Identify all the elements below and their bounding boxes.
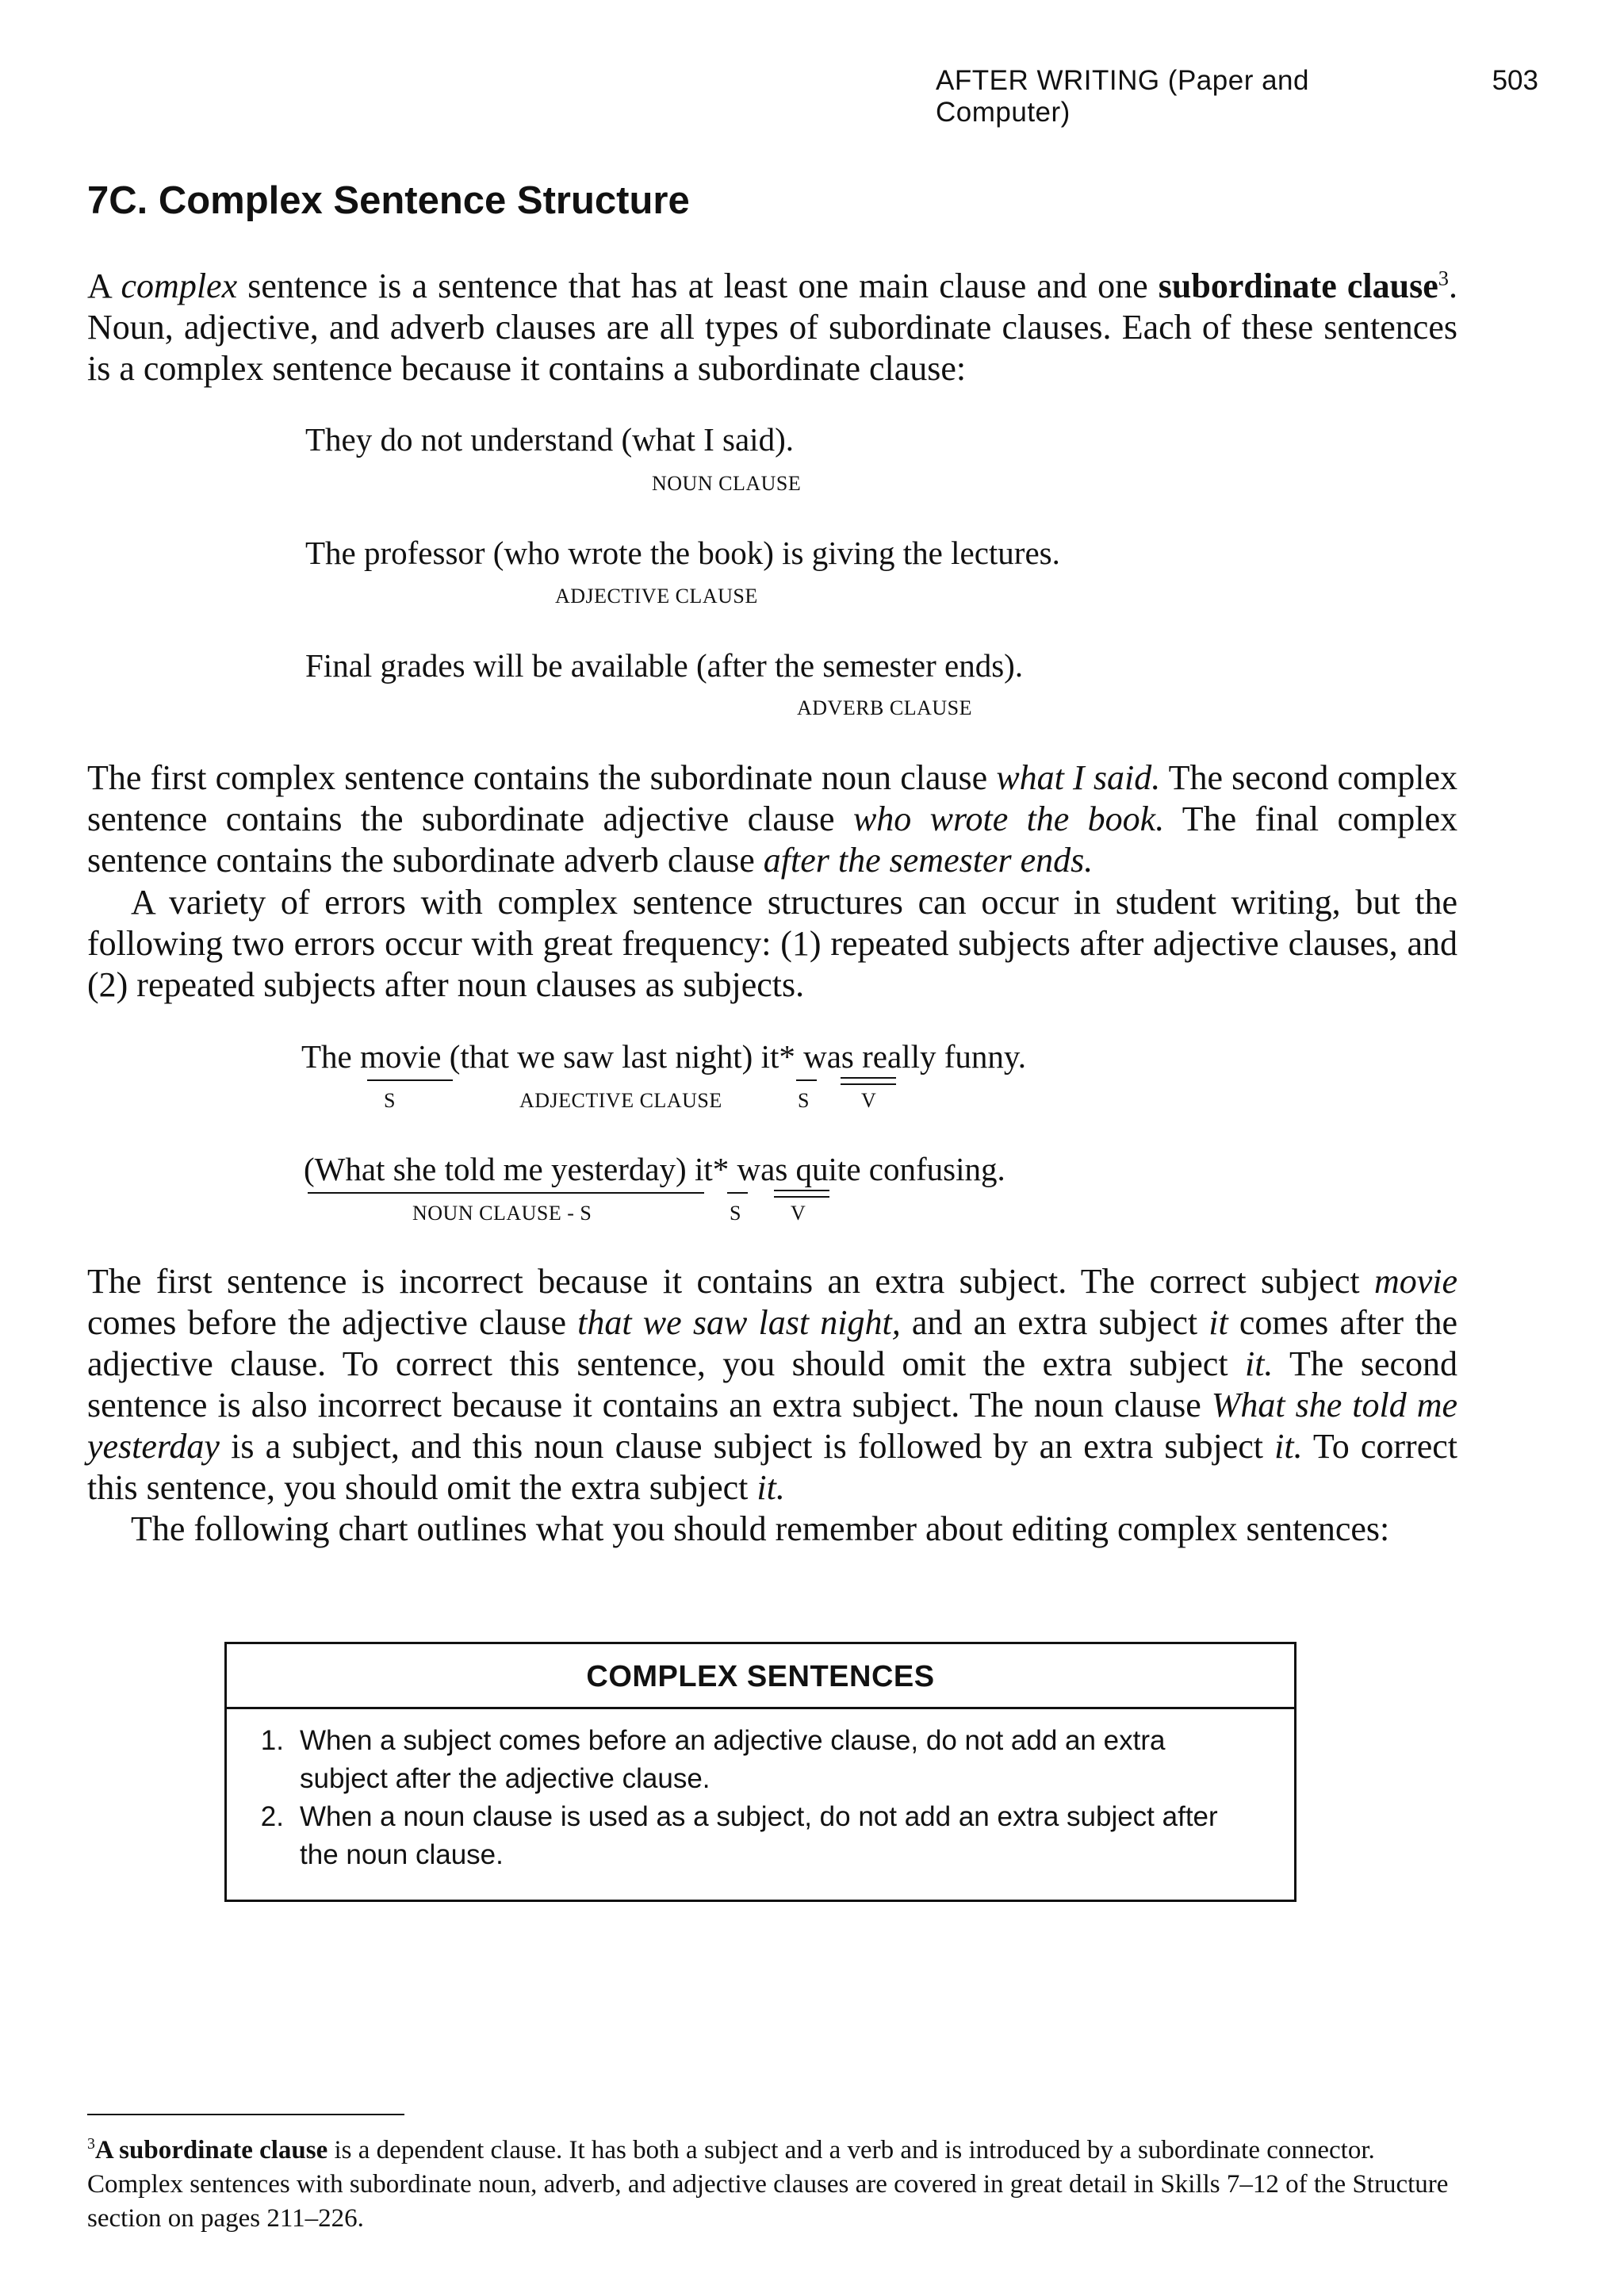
chart-rule-1-text: When a subject comes before an adjective clause, do not add an extra subject after the adjective clause. <box>300 1725 1166 1794</box>
chart-rule-1-number: 1. <box>260 1725 284 1756</box>
section-heading: 7C. Complex Sentence Structure <box>87 179 690 222</box>
e2-noun-clause: (What she told me yesterday) <box>304 1151 687 1187</box>
e1-the: The <box>301 1038 360 1075</box>
footnote-ref: 3 <box>1438 266 1449 290</box>
paragraph-errors-explained <box>87 1261 1457 1509</box>
intro-text-a: A <box>87 266 121 305</box>
intro-text-b: sentence is a sentence that has at least one main clause and one <box>237 266 1159 305</box>
example-adverb-clause: Final grades will be available (after the semester ends). <box>305 647 1024 684</box>
example-adjective-clause: The professor (who wrote the book) is giving the lectures. <box>305 535 1060 571</box>
e1-subject-movie: movie <box>360 1038 442 1075</box>
e2-tag-noun-clause-s: NOUN CLAUSE - S <box>412 1202 592 1225</box>
para2-text-b: The second complex sentence contains the subordinate adjective clause <box>87 758 1458 838</box>
running-head <box>936 65 1538 128</box>
intro-text-c: . Noun, adjective, and adverb clauses are all types of subordinate clauses. Each of these sentences is a complex sentence because it contains a subordinate clause: <box>87 266 1457 388</box>
e1-error-star: * <box>779 1038 795 1075</box>
underline-noun-clause <box>308 1192 704 1194</box>
e1-adjective-clause: (that we saw last night) <box>441 1038 761 1075</box>
paragraph-chart-intro: The following chart outlines what you should remember about editing complex sentences: <box>131 1509 1390 1548</box>
para4-f: is a subject, and this noun clause subject is followed by an extra subject <box>219 1427 1275 1466</box>
complex-sentences-chart <box>224 1642 1297 1902</box>
para4-i-clause: that we saw last night, <box>577 1303 901 1342</box>
e1-tag-v: V <box>861 1089 877 1112</box>
chart-title: COMPLEX SENTENCES <box>227 1644 1294 1709</box>
e2-extra-subject-it: it <box>694 1151 713 1187</box>
e1-tag-s: S <box>384 1089 396 1112</box>
e2-error-star: * <box>712 1151 730 1187</box>
footnote-term: A subordinate clause <box>94 2136 328 2164</box>
e2-tag-v: V <box>791 1202 806 1225</box>
footnote-text: is a dependent clause. It has both a subject and a verb and is introduced by a subordinate connector. Complex sentences with subordinate noun, adverb, and adjective clauses are covered in great detail in Skills 7–12 of the Structure section on pages 211–226. <box>87 2136 1449 2233</box>
para4-i-it-2: it. <box>1244 1344 1274 1383</box>
e1-verb-was: was <box>803 1038 854 1075</box>
chart-rule-2-text: When a noun clause is used as a subject, do not add an extra subject after the noun clause. <box>300 1801 1218 1870</box>
underline-movie <box>367 1079 453 1081</box>
footnote <box>87 2134 1457 2236</box>
intro-complex-term: complex <box>121 266 238 305</box>
tag-noun-clause: NOUN CLAUSE <box>652 472 802 495</box>
footnote-number: 3 <box>87 2135 95 2153</box>
para4-g: To correct this sentence, you should omit the extra subject <box>87 1427 1457 1507</box>
error-example-noun <box>304 1150 1005 1188</box>
error-example-adjective <box>301 1037 1026 1075</box>
para4-c: and an extra subject <box>900 1303 1209 1342</box>
paragraph-error-types: A variety of errors with complex sentence structures can occur in student writing, but the following two errors occur with great frequency: (1) repeated subjects after adjective clauses, and (2) repeated subjects after noun clauses as subjects. <box>87 883 1457 1004</box>
double-underline-was-1b <box>841 1083 896 1085</box>
e2-tag-s: S <box>730 1202 741 1225</box>
e1-rest: really funny. <box>853 1038 1026 1075</box>
underline-it-1 <box>796 1079 817 1081</box>
chart-rule-2-number: 2. <box>260 1801 284 1832</box>
double-underline-was-2b <box>774 1196 829 1198</box>
running-head-title: AFTER WRITING (Paper and Computer) <box>936 65 1309 128</box>
example-noun-clause: They do not understand (what I said). <box>305 421 794 458</box>
e2-rest: quite confusing. <box>787 1151 1005 1187</box>
intro-subordinate-term: subordinate clause <box>1158 266 1438 305</box>
para4-i-it-3: it. <box>1274 1427 1303 1466</box>
e1-tag-adjective-clause: ADJECTIVE CLAUSE <box>519 1089 722 1112</box>
tag-adjective-clause: ADJECTIVE CLAUSE <box>555 585 758 608</box>
double-underline-was-1a <box>841 1077 896 1079</box>
intro-paragraph <box>87 266 1457 389</box>
footnote-divider <box>87 2114 404 2115</box>
para4-i-it-4: it. <box>756 1468 785 1507</box>
para2-italic-adverb-clause: after the semester ends. <box>763 841 1094 880</box>
para2-italic-noun-clause: what I said. <box>996 758 1161 797</box>
para2-text-a: The first complex sentence contains the subordinate noun clause <box>87 758 997 797</box>
para4-i-noun-clause: What she told me yesterday <box>87 1386 1457 1466</box>
e1-tag-s2: S <box>798 1089 810 1112</box>
double-underline-was-2a <box>774 1190 829 1191</box>
tag-adverb-clause: ADVERB CLAUSE <box>797 696 973 719</box>
para4-b: comes before the adjective clause <box>87 1303 578 1342</box>
para4-a: The first sentence is incorrect because it contains an extra subject. The correct subject <box>87 1262 1374 1301</box>
underline-it-2 <box>727 1192 748 1194</box>
para2-italic-adjective-clause: who wrote the book. <box>852 799 1165 838</box>
para4-e: The second sentence is also incorrect because it contains an extra subject. The noun clause <box>87 1344 1458 1424</box>
paragraph-examples-explained <box>87 757 1457 881</box>
para4-i-movie: movie <box>1373 1262 1457 1301</box>
para4-i-it-1: it <box>1208 1303 1228 1342</box>
e1-extra-subject-it: it <box>760 1038 779 1075</box>
para2-text-c: The final complex sentence contains the subordinate adverb clause <box>87 799 1457 880</box>
e2-verb-was: was <box>737 1151 788 1187</box>
page-number: 503 <box>1492 65 1538 96</box>
para4-d: comes after the adjective clause. To correct this sentence, you should omit the extra subject <box>87 1303 1458 1383</box>
